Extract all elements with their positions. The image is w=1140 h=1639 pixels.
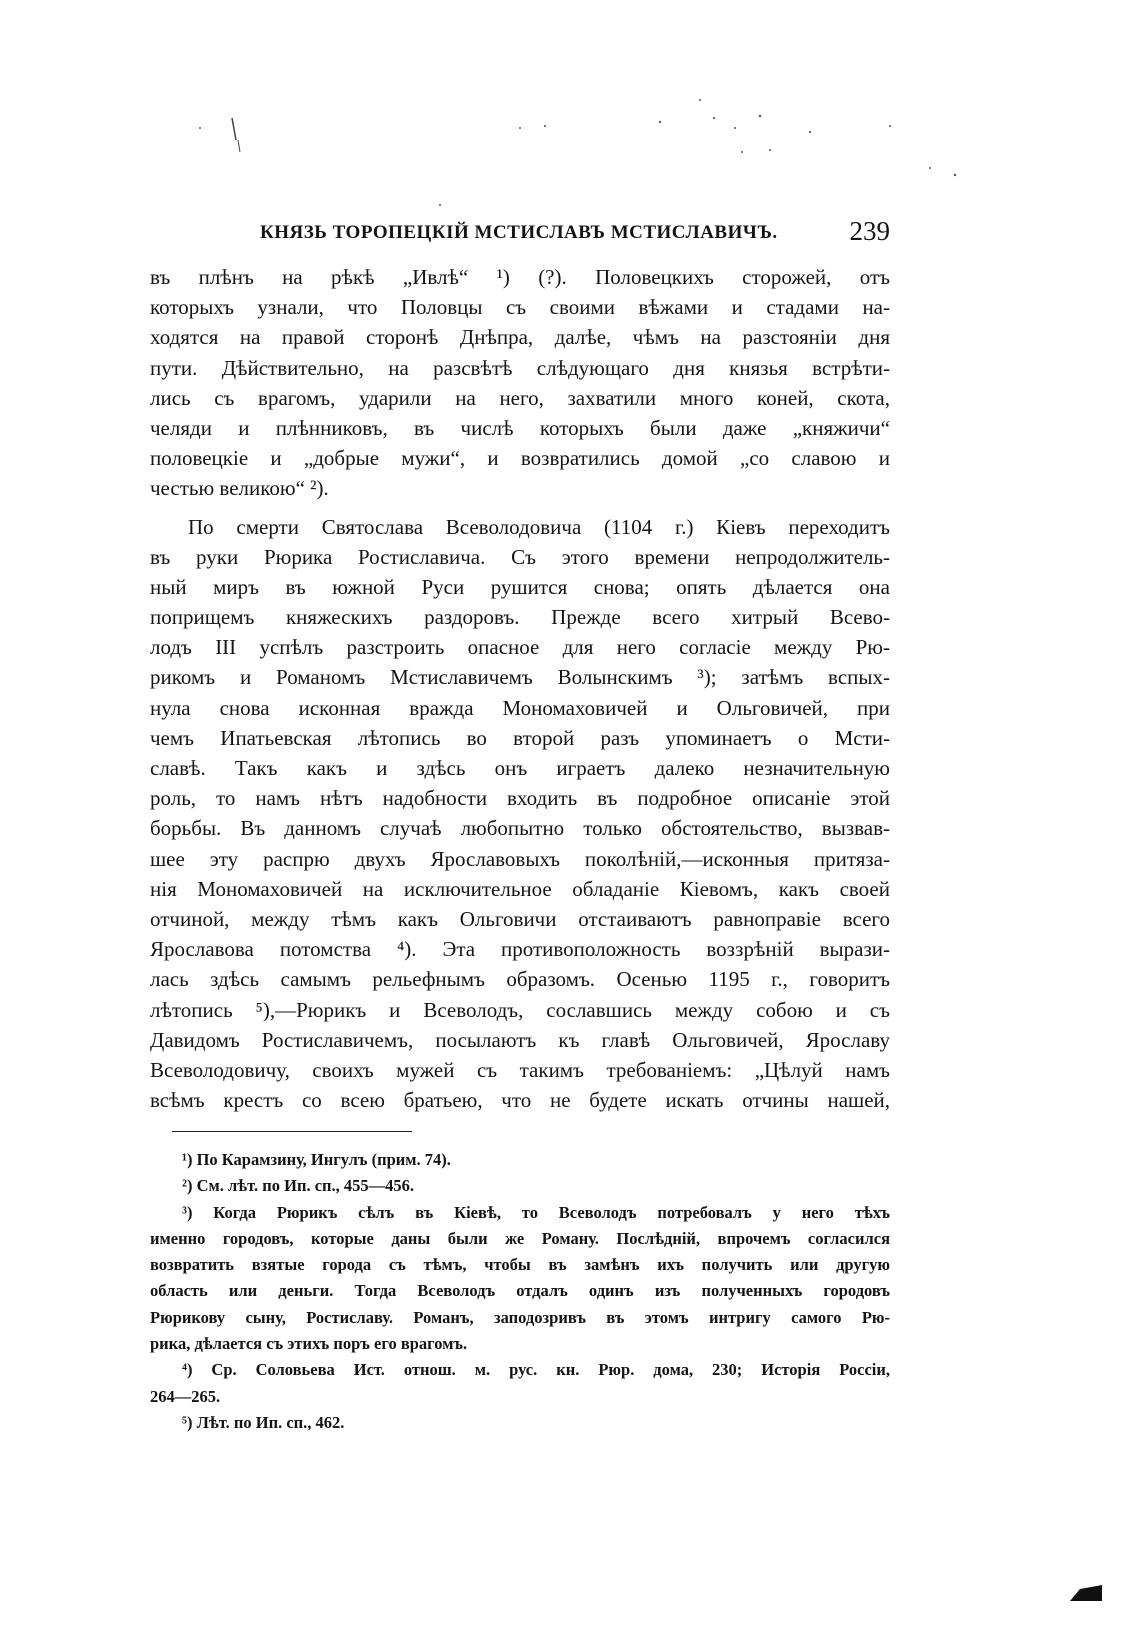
footnote-3-line: Рюрикову сыну, Ростиславу. Романъ, заподозривъ въ этомъ интригу самого Рю-: [150, 1307, 890, 1327]
text-line: нула снова исконная вражда Мономаховичей и Ольговичей, при: [150, 695, 890, 720]
footnote-3-line: рика, дѣлается съ этихъ поръ его врагомъ.: [150, 1334, 468, 1354]
text-line: челяди и плѣнниковъ, въ числѣ которыхъ были даже „княжичи“: [150, 415, 890, 440]
page-number: 239: [849, 216, 890, 246]
text-line: въ руки Рюрика Ростиславича. Съ этого времени непродолжитель-: [150, 544, 890, 569]
text-line: которыхъ узнали, что Половцы съ своими вѣжами и стадами на-: [150, 295, 890, 320]
text-line: ходятся на правой сторонѣ Днѣпра, далѣе, чѣмъ на разстояніи дня: [150, 325, 890, 350]
paragraph-gap: [150, 504, 890, 512]
running-title: КНЯЗЬ ТОРОПЕЦКІЙ МСТИСЛАВЪ МСТИСЛАВИЧЪ.: [260, 222, 778, 243]
text-line: поприщемъ княжескихъ раздоровъ. Прежде всего хитрый Всево-: [150, 605, 890, 630]
footnote-4: ⁴) Ср. Соловьева Ист. отнош. м. рус. кн. Рюр. дома, 230; Исторія Россіи,: [182, 1360, 890, 1380]
text-line: чемъ Ипатьевская лѣтопись во второй разъ упоминаетъ о Мсти-: [150, 725, 890, 750]
footnote-3-line: возвратить взятые города съ тѣмъ, чтобы въ замѣнъ ихъ получить или другую: [150, 1255, 890, 1275]
footnote-1: ¹) По Карамзину, Ингулъ (прим. 74).: [182, 1150, 451, 1169]
text-line: лись съ врагомъ, ударили на него, захватили много коней, скота,: [150, 385, 890, 410]
text-line: пути. Дѣйствительно, на разсвѣтѣ слѣдующаго дня князья встрѣти-: [150, 355, 890, 380]
text-line: нія Мономаховичей на исключительное обладаніе Кіевомъ, какъ своей: [150, 876, 890, 901]
text-line: рикомъ и Романомъ Мстиславичемъ Волынскимъ ³); затѣмъ вспых-: [150, 665, 890, 690]
text-line: роль, то намъ нѣтъ надобности входить въ подробное описаніе этой: [150, 786, 890, 811]
text-line: борьбы. Въ данномъ случаѣ любопытно только обстоятельство, вызвав-: [150, 816, 890, 841]
text-line: отчиной, между тѣмъ какъ Ольговичи отстаиваютъ равноправіе всего: [150, 906, 890, 931]
footnote-rule: [172, 1131, 412, 1132]
footnote-3-line: область или деньги. Тогда Всеволодъ отдалъ одинъ изъ полученныхъ городовъ: [150, 1281, 890, 1301]
scan-corner-mark: [1068, 1581, 1104, 1603]
footnote-2: ²) См. лѣт. по Ип. сп., 455—456.: [182, 1176, 415, 1196]
text-line: честью великою“ ²).: [150, 476, 329, 501]
scan-specks: [0, 0, 1140, 240]
text-line: ный миръ въ южной Руси рушится снова; опять дѣлается она: [150, 574, 890, 599]
text-line: Давидомъ Ростиславичемъ, посылаютъ къ главѣ Ольговичей, Ярославу: [150, 1027, 890, 1052]
text-line: шее эту распрю двухъ Ярославовыхъ поколѣній,—исконныя притяза-: [150, 846, 890, 871]
text-line: Всеволодовичу, своихъ мужей съ такимъ требованіемъ: „Цѣлуй намъ: [150, 1057, 890, 1082]
text-line: лѣтопись ⁵),—Рюрикъ и Всеволодъ, сославшись между собою и съ: [150, 997, 890, 1022]
text-line: въ плѣнъ на рѣкѣ „Ивлѣ“ ¹) (?). Половецкихъ сторожей, отъ: [150, 265, 890, 289]
main-text: [150, 262, 890, 1115]
footnotes: [150, 1147, 890, 1436]
text-line: славѣ. Такъ какъ и здѣсь онъ играетъ далеко незначительную: [150, 756, 890, 780]
text-line: Ярославова потомства ⁴). Эта противоположность воззрѣній вырази-: [150, 937, 890, 962]
running-header: [150, 216, 890, 252]
footnote-4-line: 264—265.: [150, 1386, 221, 1406]
text-line: половецкіе и „добрые мужи“, и возвратились домой „со славою и: [150, 446, 890, 471]
text-line: По смерти Святослава Всеволодовича (1104 г.) Кіевъ переходитъ: [188, 514, 890, 539]
text-line: лодъ III успѣлъ разстроить опасное для него согласіе между Рю-: [150, 635, 890, 660]
footnote-5: ⁵) Лѣт. по Ип. сп., 462.: [182, 1412, 345, 1432]
footnote-3-line: именно городовъ, которые даны были же Роману. Послѣдній, впрочемъ согласился: [150, 1228, 890, 1248]
footnote-3: ³) Когда Рюрикъ сѣлъ въ Кіевѣ, то Всеволодъ потребовалъ у него тѣхъ: [182, 1202, 890, 1222]
text-line: всѣмъ крестъ со всею братьею, что не будете искать отчины нашей,: [150, 1088, 890, 1113]
text-line: лась здѣсь самымъ рельефнымъ образомъ. Осенью 1195 г., говоритъ: [150, 967, 890, 992]
